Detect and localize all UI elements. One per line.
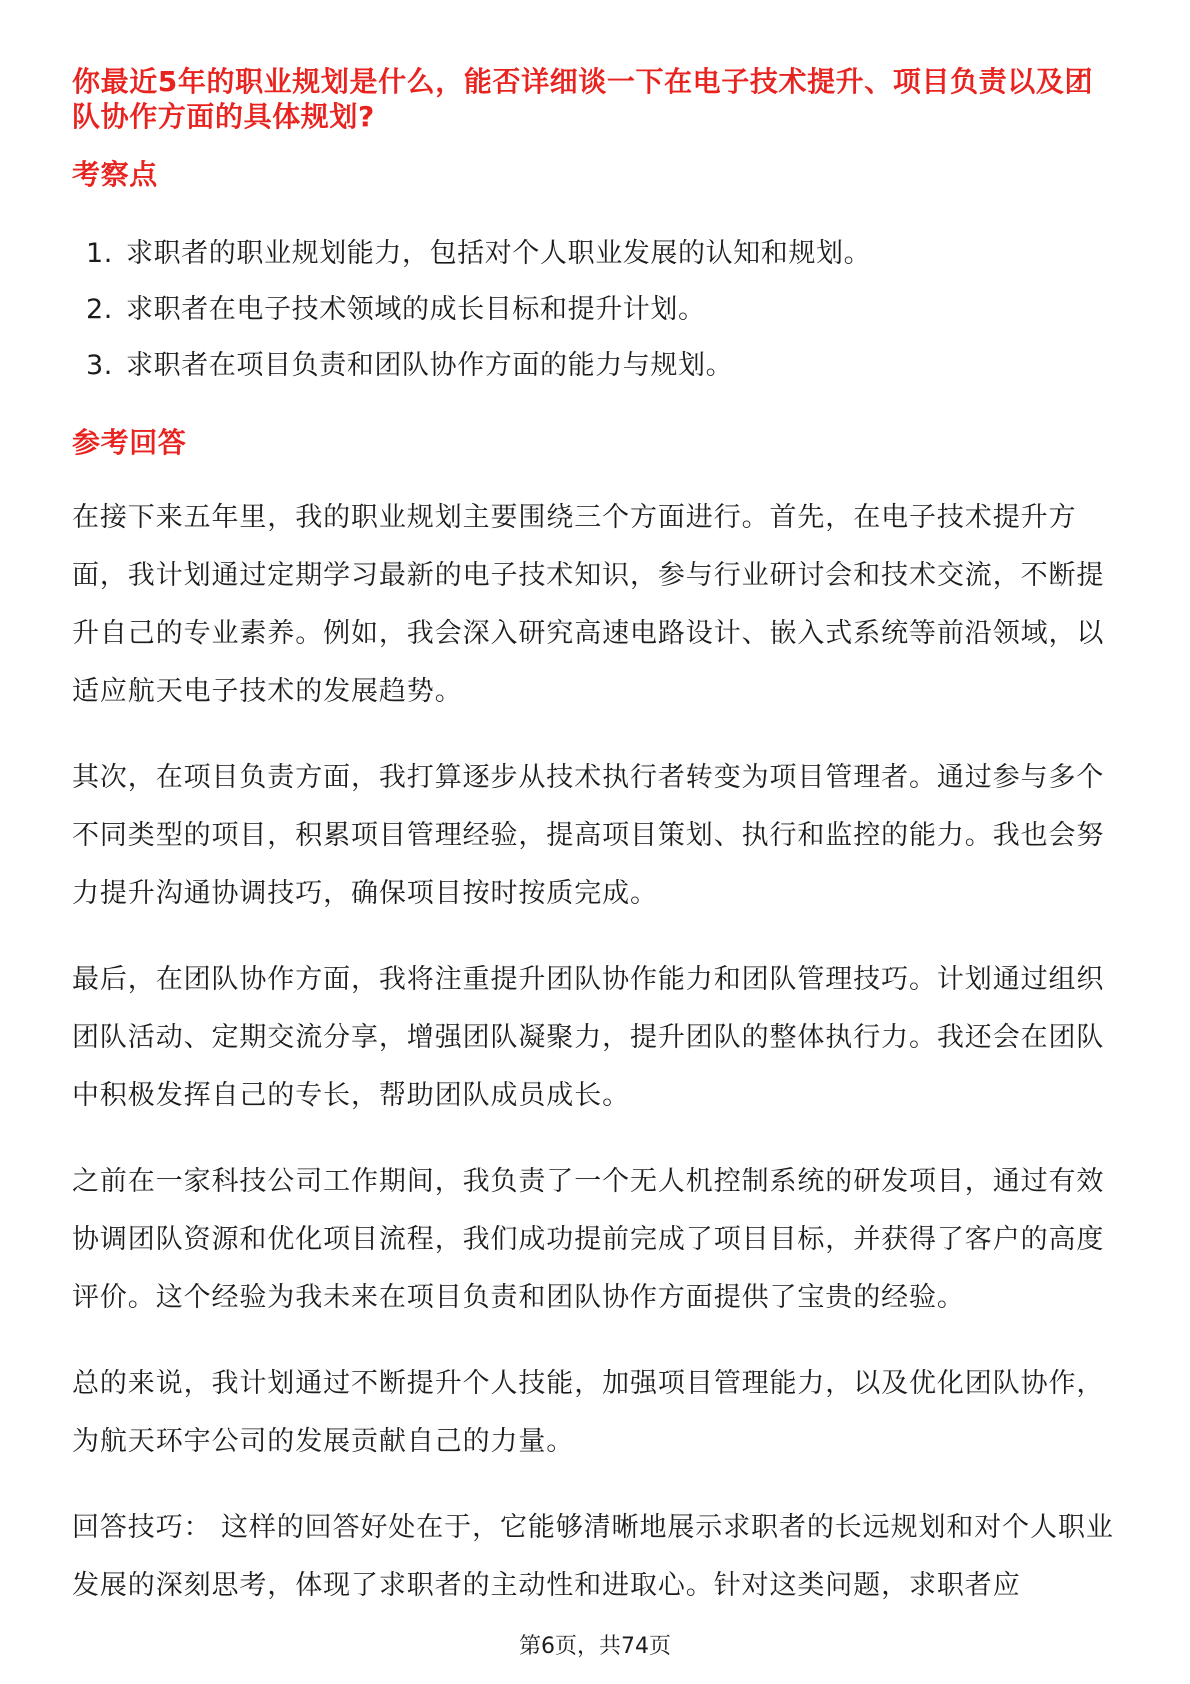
focus-list [72, 226, 1118, 394]
question-title: 你最近5年的职业规划是什么，能否详细谈一下在电子技术提升、项目负责以及团队协作方面的具体规划? [72, 65, 1094, 133]
list-item-text: 求职者在项目负责和团队协作方面的能力与规划。 [126, 350, 734, 381]
answer-paragraph: 在接下来五年里，我的职业规划主要围绕三个方面进行。首先，在电子技术提升方面，我计划通过定期学习最新的电子技术知识，参与行业研讨会和技术交流，不断提升自己的专业素养。例如，我会深入研究高速电路设计、嵌入式系统等前沿领域，以适应航天电子技术的发展趋势。 [72, 502, 1105, 707]
list-item-number: 3. [86, 350, 113, 381]
list-item-number: 1. [86, 238, 113, 269]
answer-heading: 参考回答 [72, 426, 187, 459]
list-item [72, 338, 1118, 394]
list-item-number: 2. [86, 294, 113, 325]
answer-paragraph: 总的来说，我计划通过不断提升个人技能，加强项目管理能力，以及优化团队协作，为航天环宇公司的发展贡献自己的力量。 [72, 1368, 1105, 1457]
answer-paragraph: 之前在一家科技公司工作期间，我负责了一个无人机控制系统的研发项目，通过有效协调团队资源和优化项目流程，我们成功提前完成了项目目标，并获得了客户的高度评价。这个经验为我未来在项目负责和团队协作方面提供了宝贵的经验。 [72, 1166, 1105, 1313]
list-item-text: 求职者的职业规划能力，包括对个人职业发展的认知和规划。 [126, 238, 872, 269]
answer-paragraph: 最后，在团队协作方面，我将注重提升团队协作能力和团队管理技巧。计划通过组织团队活动、定期交流分享，增强团队凝聚力，提升团队的整体执行力。我还会在团队中积极发挥自己的专长，帮助团队成员成长。 [72, 964, 1105, 1111]
focus-heading: 考察点 [72, 158, 158, 191]
page-number-footer: 第6页，共74页 [519, 1634, 671, 1659]
answer-paragraph: 其次，在项目负责方面，我打算逐步从技术执行者转变为项目管理者。通过参与多个不同类型的项目，积累项目管理经验，提高项目策划、执行和监控的能力。我也会努力提升沟通协调技巧，确保项目按时按质完成。 [72, 762, 1105, 909]
list-item-text: 求职者在电子技术领域的成长目标和提升计划。 [126, 294, 706, 325]
answer-tips-paragraph: 回答技巧： 这样的回答好处在于，它能够清晰地展示求职者的长远规划和对个人职业发展的深刻思考，体现了求职者的主动性和进取心。针对这类问题，求职者应 [72, 1512, 1114, 1601]
list-item [72, 226, 1118, 282]
list-item [72, 282, 1118, 338]
document-page [72, 64, 1118, 1615]
